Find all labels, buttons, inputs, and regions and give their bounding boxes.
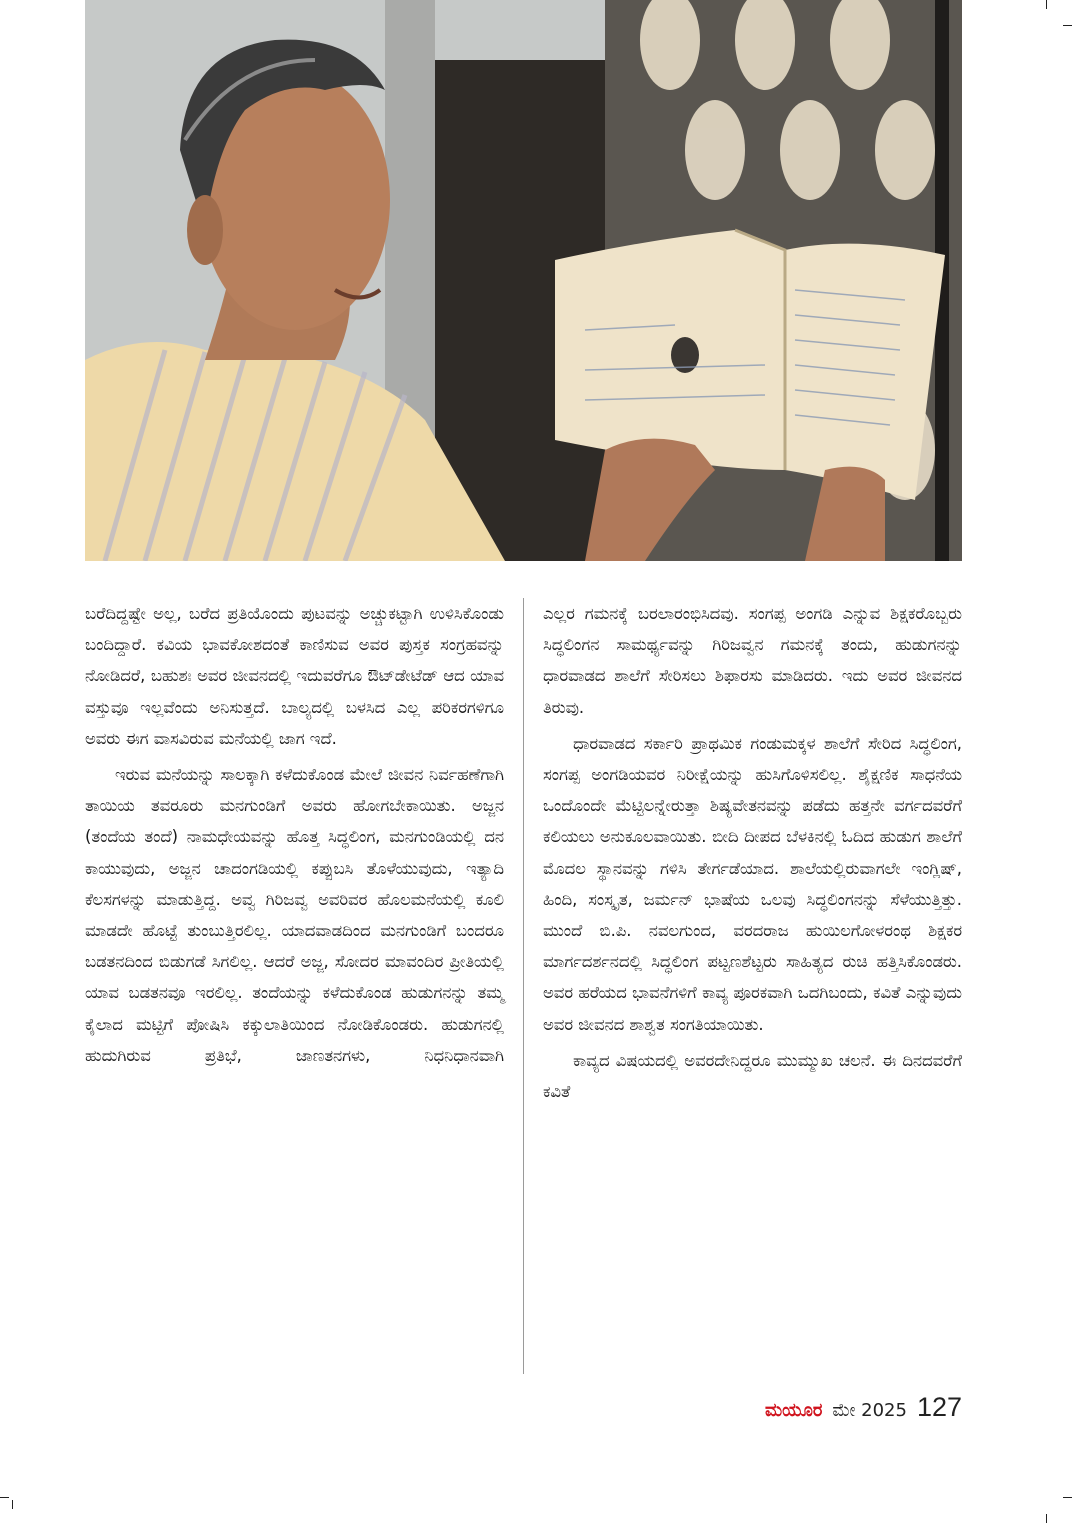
crop-mark: [1063, 25, 1072, 26]
article-paragraph: ಎಲ್ಲರ ಗಮನಕ್ಕೆ ಬರಲಾರಂಭಿಸಿದವು. ಸಂಗಪ್ಪ ಅಂಗಡಿ ಎನ್ನುವ ಶಿಕ್ಷಕರೊಬ್ಬರು ಸಿದ್ಧಲಿಂಗನ ಸಾಮರ್ಥ್ಯವನ್ನು ಗಿರಿಜವ್ವನ ಗಮನಕ್ಕೆ ತಂದು, ಹುಡುಗನನ್ನು ಧಾರವಾಡದ ಶಾಲೆಗೆ ಸೇರಿಸಲು ಶಿಫಾರಸು ಮಾಡಿದರು. ಇದು ಅವರ ಜೀವನದ ತಿರುವು.: [543, 604, 962, 717]
article-column-right: [543, 598, 962, 1112]
crop-mark: [1046, 0, 1047, 9]
article-paragraph: ಬರೆದಿದ್ದಷ್ಟೇ ಅಲ್ಲ, ಬರೆದ ಪ್ರತಿಯೊಂದು ಪುಟವನ್ನು ಅಚ್ಚುಕಟ್ಟಾಗಿ ಉಳಿಸಿಕೊಂಡು ಬಂದಿದ್ದಾರೆ. ಕವಿಯ ಭಾವಕೋಶದಂತೆ ಕಾಣಿಸುವ ಅವರ ಪುಸ್ತಕ ಸಂಗ್ರಹವನ್ನು ನೋಡಿದರೆ, ಬಹುಶಃ ಅವರ ಜೀವನದಲ್ಲಿ ಇದುವರೆಗೂ ಔಟ್‌ಡೇಟೆಡ್ ಆದ ಯಾವ ವಸ್ತುವೂ ಇಲ್ಲವೆಂದು ಅನಿಸುತ್ತದೆ. ಬಾಲ್ಯದಲ್ಲಿ ಬಳಸಿದ ಎಲ್ಲ ಪರಿಕರಗಳಿಗೂ ಅವರು ಈಗ ವಾಸವಿರುವ ಮನೆಯಲ್ಲಿ ಜಾಗ ಇದೆ.: [85, 604, 504, 748]
page-footer: [765, 1392, 962, 1432]
page-number: 127: [916, 1392, 962, 1422]
article-column-left: [85, 598, 504, 1076]
photo-illustration: [85, 0, 962, 561]
magazine-brand: ಮಯೂರ: [764, 1400, 823, 1421]
article-paragraph: ಧಾರವಾಡದ ಸರ್ಕಾರಿ ಪ್ರಾಥಮಿಕ ಗಂಡುಮಕ್ಕಳ ಶಾಲೆಗೆ ಸೇರಿದ ಸಿದ್ಧಲಿಂಗ, ಸಂಗಪ್ಪ ಅಂಗಡಿಯವರ ನಿರೀಕ್ಷೆಯನ್ನು ಹುಸಿಗೊಳಿಸಲಿಲ್ಲ. ಶೈಕ್ಷಣಿಕ ಸಾಧನೆಯ ಒಂದೊಂದೇ ಮೆಟ್ಟಿಲನ್ನೇರುತ್ತಾ ಶಿಷ್ಯವೇತನವನ್ನು ಪಡೆದು ಹತ್ತನೇ ವರ್ಗದವರೆಗೆ ಕಲಿಯಲು ಅನುಕೂಲವಾಯಿತು. ಬೀದಿ ದೀಪದ ಬೆಳಕಿನಲ್ಲಿ ಓದಿದ ಹುಡುಗ ಶಾಲೆಗೆ ಮೊದಲ ಸ್ಥಾನವನ್ನು ಗಳಿಸಿ ತೇರ್ಗಡೆಯಾದ. ಶಾಲೆಯಲ್ಲಿರುವಾಗಲೇ ಇಂಗ್ಲಿಷ್, ಹಿಂದಿ, ಸಂಸ್ಕೃತ, ಜರ್ಮನ್ ಭಾಷೆಯ ಒಲವು ಸಿದ್ಧಲಿಂಗನನ್ನು ಸೆಳೆಯುತ್ತಿತ್ತು. ಮುಂದೆ ಬಿ.ಪಿ. ನವಲಗುಂದ, ವರದರಾಜ ಹುಯಿಲಗೋಳರಂಥ ಶಿಕ್ಷಕರ ಮಾರ್ಗದರ್ಶನದಲ್ಲಿ ಸಿದ್ಧಲಿಂಗ ಪಟ್ಟಣಶೆಟ್ಟರು ಸಾಹಿತ್ಯದ ರುಚಿ ಹತ್ತಿಸಿಕೊಂಡರು. ಅವರ ಹರೆಯದ ಭಾವನೆಗಳಿಗೆ ಕಾವ್ಯ ಪೂರಕವಾಗಿ ಒದಗಿಬಂದು, ಕವಿತೆ ಎನ್ನುವುದು ಅವರ ಜೀವನದ ಶಾಶ್ವತ ಸಂಗತಿಯಾಯಿತು.: [543, 733, 962, 1034]
issue-date: ಮೇ 2025: [832, 1400, 907, 1421]
crop-mark: [1063, 1497, 1072, 1498]
crop-mark: [12, 1500, 13, 1509]
article-photo: [85, 0, 962, 561]
crop-mark: [0, 1497, 9, 1498]
column-divider: [523, 598, 524, 1374]
crop-mark: [1046, 1514, 1047, 1523]
article-paragraph: ಇರುವ ಮನೆಯನ್ನು ಸಾಲಕ್ಕಾಗಿ ಕಳೆದುಕೊಂಡ ಮೇಲೆ ಜೀವನ ನಿರ್ವಹಣೆಗಾಗಿ ತಾಯಿಯ ತವರೂರು ಮನಗುಂಡಿಗೆ ಅವರು ಹೋಗಬೇಕಾಯಿತು. ಅಜ್ಜನ (ತಂದೆಯ ತಂದೆ) ನಾಮಧೇಯವನ್ನು ಹೊತ್ತ ಸಿದ್ಧಲಿಂಗ, ಮನಗುಂಡಿಯಲ್ಲಿ ದನ ಕಾಯುವುದು, ಅಜ್ಜನ ಚಾದಂಗಡಿಯಲ್ಲಿ ಕಪ್ಪುಬಸಿ ತೊಳೆಯುವುದು, ಇತ್ಯಾದಿ ಕೆಲಸಗಳನ್ನು ಮಾಡುತ್ತಿದ್ದ. ಅವ್ವ ಗಿರಿಜವ್ವ ಅವರಿವರ ಹೊಲಮನೆಯಲ್ಲಿ ಕೂಲಿ ಮಾಡದೇ ಹೊಟ್ಟೆ ತುಂಬುತ್ತಿರಲಿಲ್ಲ. ಯಾದವಾಡದಿಂದ ಮನಗುಂಡಿಗೆ ಬಂದರೂ ಬಡತನದಿಂದ ಬಿಡುಗಡೆ ಸಿಗಲಿಲ್ಲ. ಆದರೆ ಅಜ್ಜ, ಸೋದರ ಮಾವಂದಿರ ಪ್ರೀತಿಯಲ್ಲಿ ಯಾವ ಬಡತನವೂ ಇರಲಿಲ್ಲ. ತಂದೆಯನ್ನು ಕಳೆದುಕೊಂಡ ಹುಡುಗನನ್ನು ತಮ್ಮ ಕೈಲಾದ ಮಟ್ಟಿಗೆ ಪೋಷಿಸಿ ಕಕ್ಕುಲಾತಿಯಿಂದ ನೋಡಿಕೊಂಡರು. ಹುಡುಗನಲ್ಲಿ ಹುದುಗಿರುವ ಪ್ರತಿಭೆ, ಜಾಣತನಗಳು, ನಿಧನಿಧಾನವಾಗಿ: [85, 765, 504, 1065]
article-paragraph: ಕಾವ್ಯದ ವಿಷಯದಲ್ಲಿ ಅವರದೇನಿದ್ದರೂ ಮುಮ್ಮುಖ ಚಲನೆ. ಈ ದಿನದವರೆಗೆ ಕವಿತೆ: [543, 1050, 962, 1102]
